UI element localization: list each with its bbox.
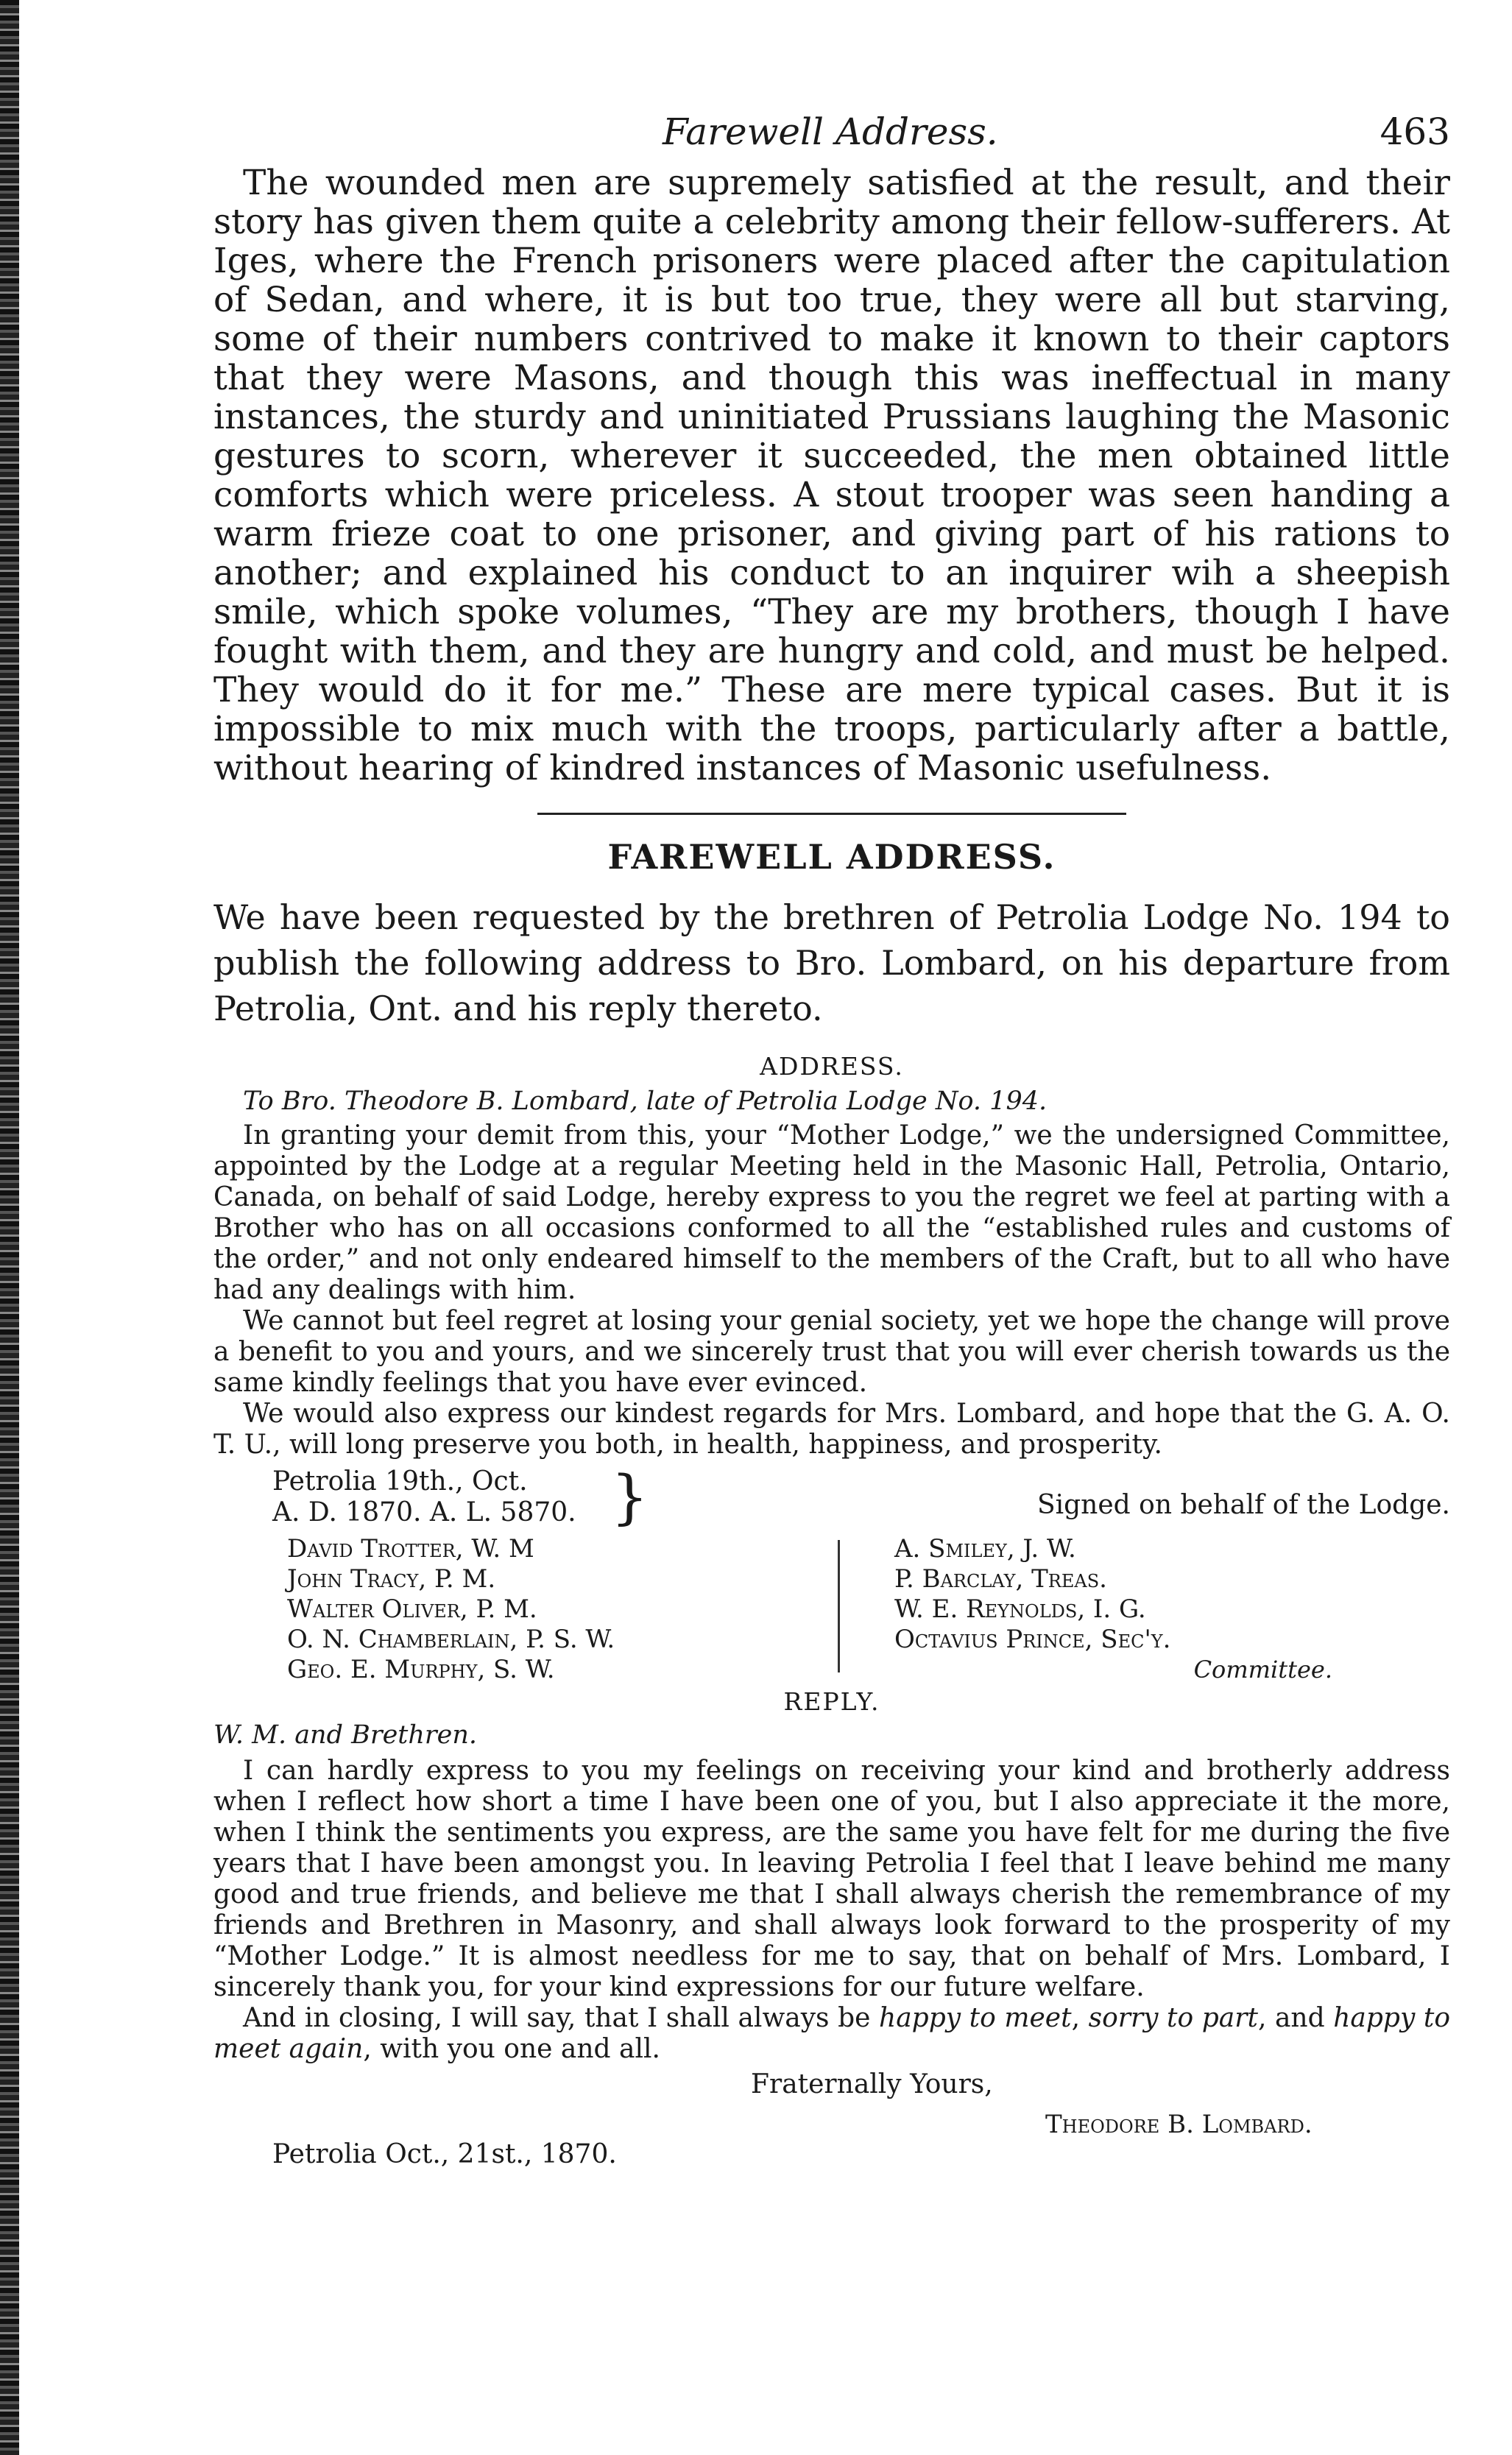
address-dedication: To Bro. Theodore B. Lombard, late of Petrolia Lodge No. 194. <box>243 1087 1048 1116</box>
signatory: A. Smiley, J. W. <box>894 1534 1076 1564</box>
valediction: Fraternally Yours, <box>751 2069 993 2099</box>
intro-paragraph: We have been requested by the brethren of Petrolia Lodge No. 194 to publish the following address to Bro. Lombard, on his departure from Petrolia, Ont. and his reply thereto. <box>213 897 1450 1028</box>
address-paragraph: We cannot but feel regret at losing your genial society, yet we hope the change will prove a benefit to you and yours, and we sincerely trust that you will ever cherish towards us the same kindly feelings that you have ever evinced. <box>213 1306 1450 1398</box>
closing-text: , with you one and all. <box>363 2034 660 2064</box>
address-date-line: A. D. 1870. A. L. 5870. <box>272 1497 576 1527</box>
reply-paragraph: I can hardly express to you my feelings on receiving your kind and brotherly address when I reflect how short a time I have been one of you, but I also appreciate it the more, when I think the sentiments you express, are the same you have felt for me during the five years that I have been amongst you. In leaving Petrolia I feel that I leave behind me many good and true friends, and believe me that I shall always cherish the remembrance of my friends and Brethren in Masonry, and shall always look forward to the prosperity of my “Mother Lodge.” It is almost needless for me to say, that on behalf of Mrs. Lombard, I sincerely thank you, for your kind expressions for our future welfare. <box>213 1756 1450 2002</box>
reply-closing-paragraph <box>213 2003 1450 2065</box>
signatory: David Trotter, W. M <box>287 1534 534 1564</box>
reply-signature: Theodore B. Lombard. <box>1045 2110 1313 2139</box>
book-binding-edge <box>0 0 19 2455</box>
brace-glyph: } <box>611 1463 649 1531</box>
reply-heading: REPLY. <box>783 1687 880 1716</box>
running-title: Farewell Address. <box>663 110 998 153</box>
closing-text: , and <box>1257 2003 1334 2033</box>
address-date-block <box>213 1463 1450 1534</box>
signatory: Geo. E. Murphy, S. W. <box>287 1655 555 1684</box>
address-paragraph: We would also express our kindest regards for Mrs. Lombard, and hope that the G. A. O. T. U., will long preserve you both, in health, happiness, and prosperity. <box>213 1399 1450 1460</box>
address-date <box>272 1466 576 1528</box>
closing-text: , <box>1071 2003 1089 2033</box>
address-paragraph: In granting your demit from this, your “Mother Lodge,” we the undersigned Committee, appointed by the Lodge at a regular Meeting held in the Masonic Hall, Petrolia, Ontario, Canada, on behalf of said Lodge, hereby express to you the regret we feel at parting with a Brother who has on all occasions conformed to all the “established rules and customs of the order,” and not only endeared himself to the members of the Craft, but to all who have had any dealings with him. <box>213 1120 1450 1305</box>
closing-italic: happy to meet again <box>213 2003 1450 2064</box>
reply-date: Petrolia Oct., 21st., 1870. <box>272 2139 617 2169</box>
signatory: O. N. Chamberlain, P. S. W. <box>287 1625 615 1654</box>
page <box>213 110 1450 2169</box>
signed-note: Signed on behalf of the Lodge. <box>1036 1490 1450 1520</box>
page-header <box>213 110 1450 163</box>
closing-italic: happy to meet <box>879 2003 1072 2033</box>
signatory: P. Barclay, Treas. <box>894 1564 1107 1594</box>
address-heading: ADDRESS. <box>760 1052 904 1081</box>
closing-italic: sorry to part <box>1088 2003 1258 2033</box>
section-title: FAREWELL ADDRESS. <box>607 837 1056 877</box>
signatories-right-column <box>894 1534 1170 1655</box>
page-number: 463 <box>1379 110 1450 153</box>
signatories <box>213 1534 1450 1684</box>
closing-text: And in closing, I will say, that I shall always be <box>243 2003 880 2033</box>
committee-label: Committee. <box>1193 1656 1332 1684</box>
signatory: Octavius Prince, Sec'y. <box>894 1625 1171 1654</box>
opening-paragraph: The wounded men are supremely satisfied at the result, and their story has given them quite a celebrity among their fellow-sufferers. At Iges, where the French prisoners were placed after the capitulation of Sedan, and where, it is but too true, they were all but starving, some of their numbers contrived to make it known to their captors that they were Masons, and though this was ineffectual in many instances, the sturdy and uninitiated Prussians laughing the Masonic gestures to scorn, wherever it succeeded, the men obtained little comforts which were priceless. A stout trooper was seen handing a warm frieze coat to one prisoner, and giving part of his rations to another; and explained his conduct to an inquirer wih a sheepish smile, which spoke volumes, “They are my brothers, though I have fought with them, and they are hungry and cold, and must be helped. They would do it for me.” These are mere typical cases. But it is impossible to mix much with the troops, particularly after a battle, without hearing of kindred instances of Masonic usefulness. <box>213 163 1450 788</box>
signatories-left-column <box>287 1534 615 1685</box>
signatory: W. E. Reynolds, I. G. <box>894 1594 1146 1624</box>
reply-salutation: W. M. and Brethren. <box>213 1720 478 1750</box>
signatory: Walter Oliver, P. M. <box>287 1594 537 1624</box>
signatory: John Tracy, P. M. <box>287 1564 496 1594</box>
address-date-line: Petrolia 19th., Oct. <box>272 1466 528 1497</box>
section-divider <box>537 813 1126 815</box>
column-divider <box>838 1540 840 1672</box>
